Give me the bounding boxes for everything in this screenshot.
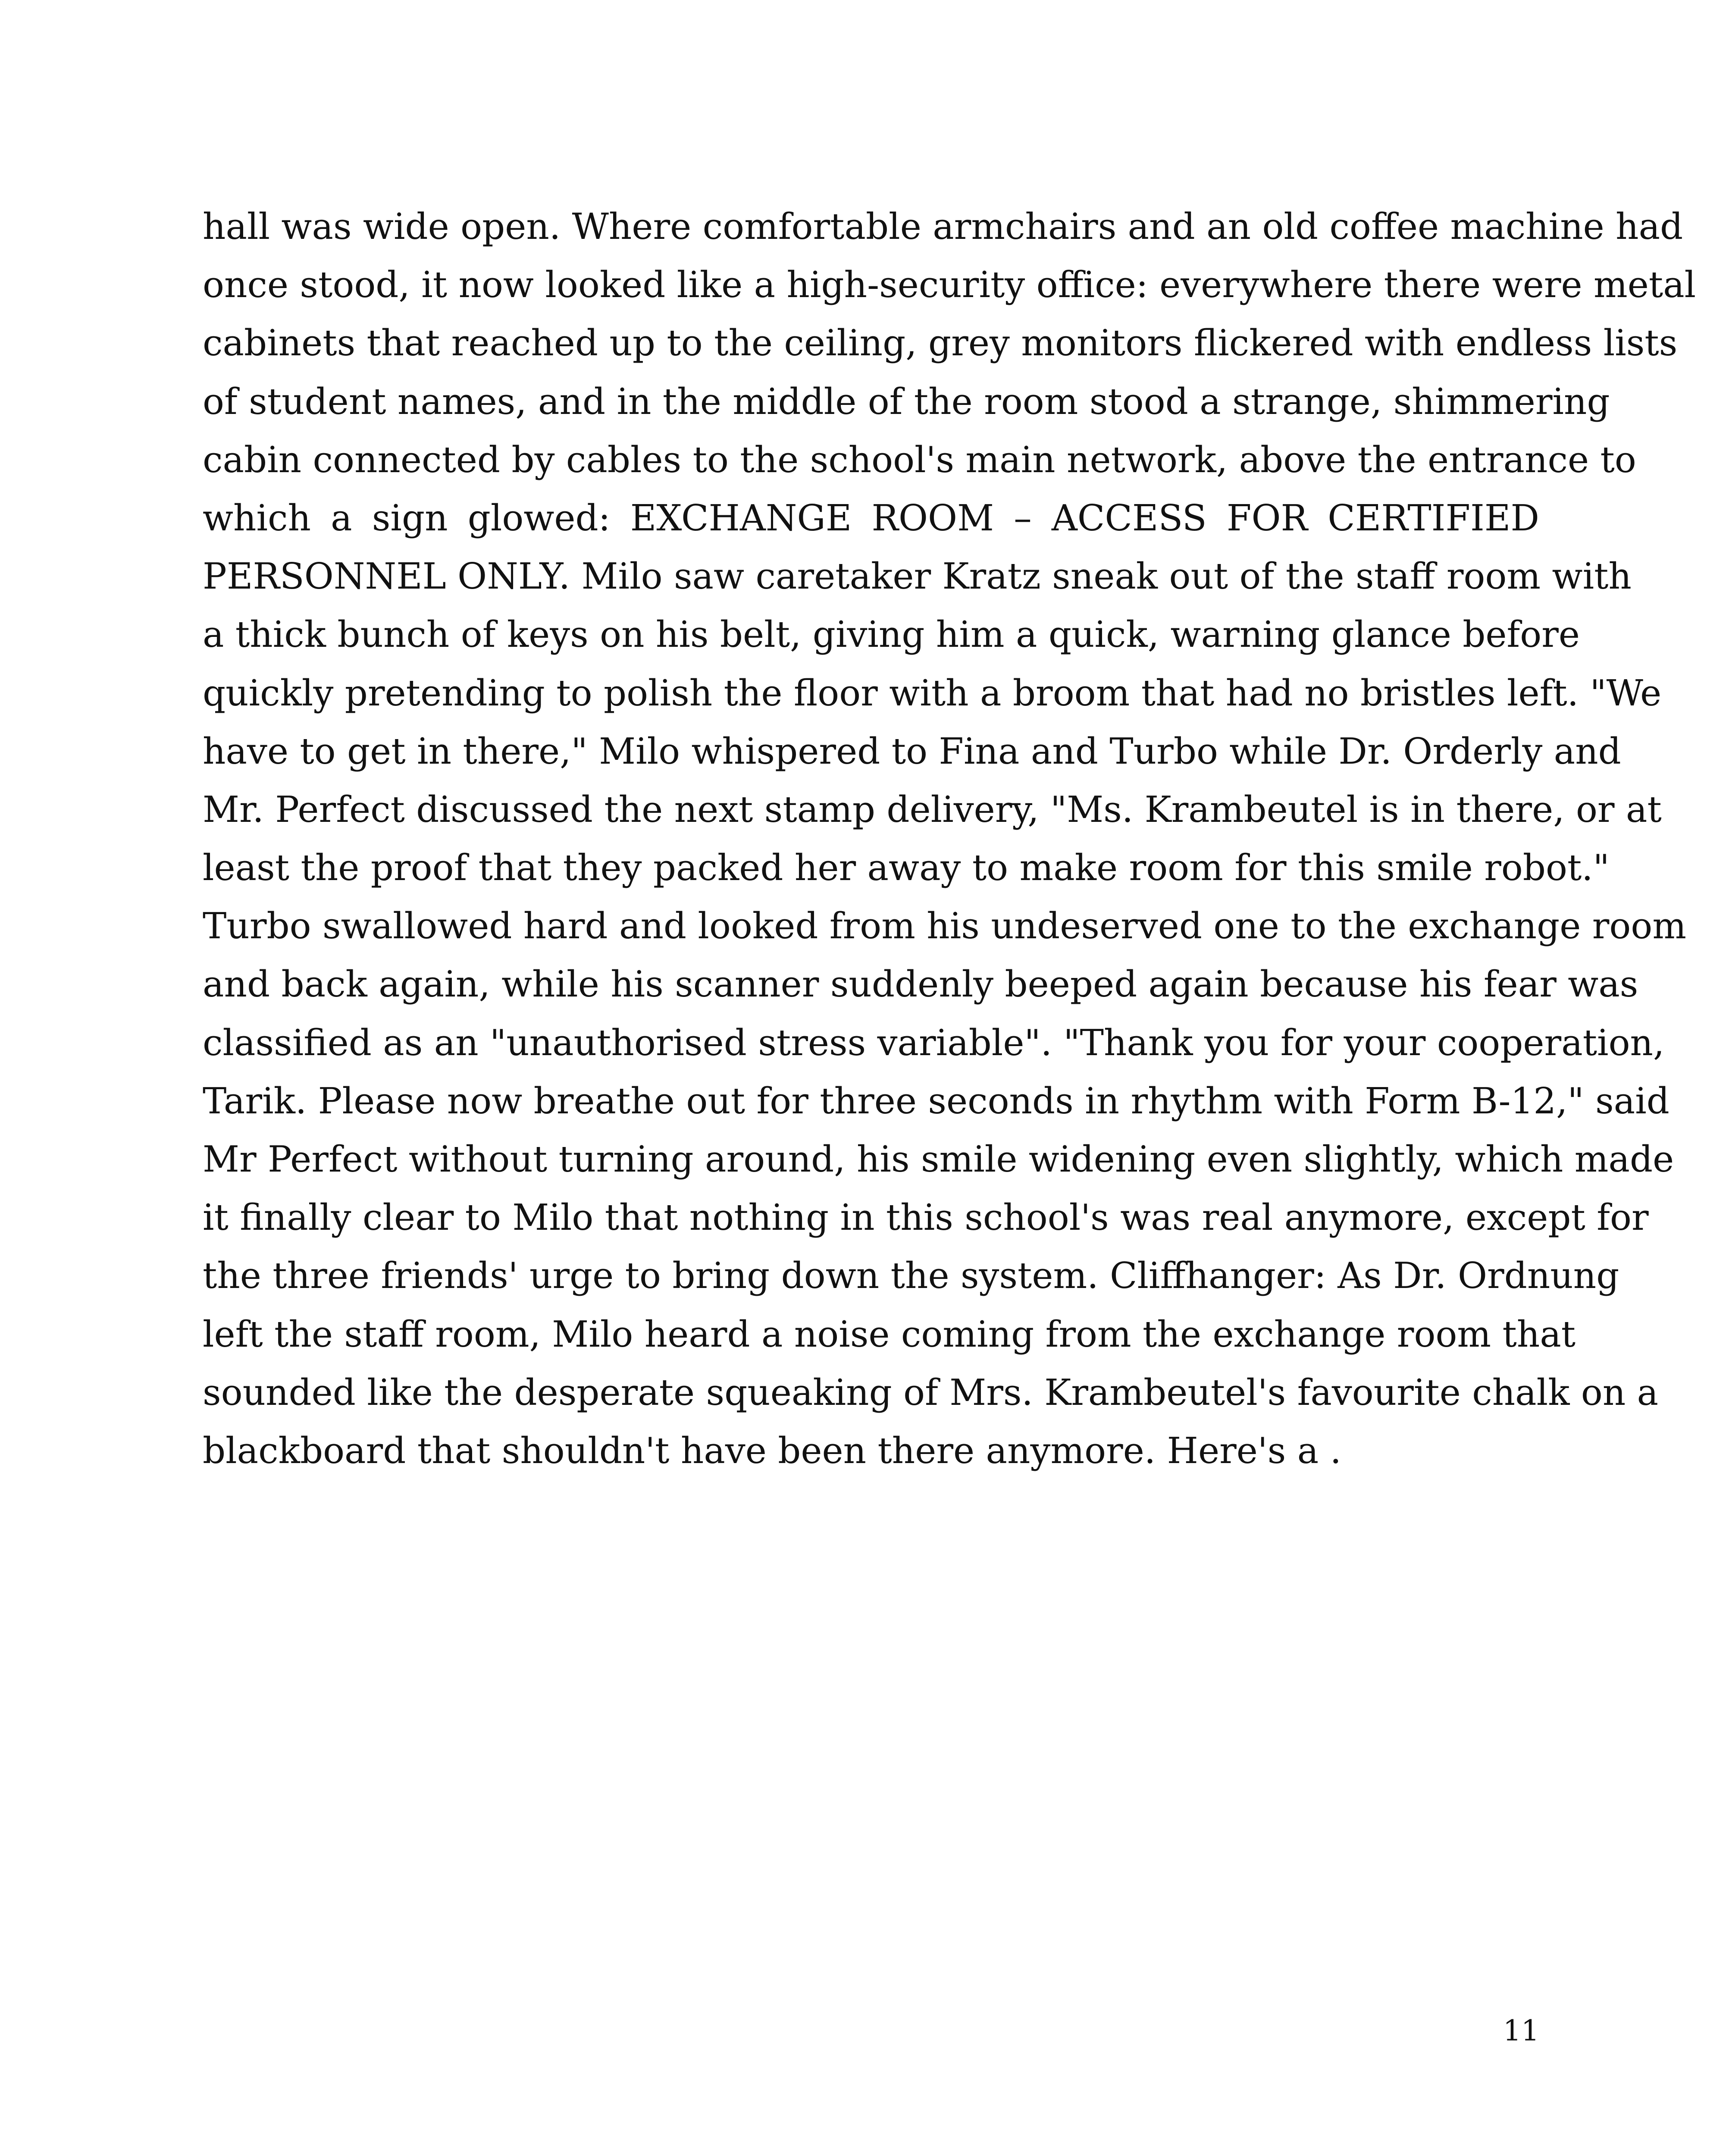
text-line: Tarik. Please now breathe out for three seconds in rhythm with Form B-12," said [203,1080,1669,1122]
text-line: a thick bunch of keys on his belt, giving him a quick, warning glance before [203,614,1580,656]
page-number: 11 [1503,2014,1539,2047]
text-line: least the proof that they packed her away to make room for this smile robot." [203,847,1610,889]
text-line: Mr. Perfect discussed the next stamp delivery, "Ms. Krambeutel is in there, or at [203,788,1662,830]
text-line: the three friends' urge to bring down the system. Cliffhanger: As Dr. Ordnung [203,1255,1619,1297]
text-line-last: blackboard that shouldn't have been there anymore. Here's a . [203,1429,1341,1472]
text-line: classified as an "unauthorised stress variable". "Thank you for your cooperation, [203,1022,1665,1064]
text-line: Mr Perfect without turning around, his smile widening even slightly, which made [203,1138,1674,1180]
text-line: quickly pretending to polish the floor with a broom that had no bristles left. "We [203,672,1662,714]
text-line: hall was wide open. Where comfortable armchairs and an old coffee machine had [203,206,1683,248]
text-line: PERSONNEL ONLY. Milo saw caretaker Kratz sneak out of the staff room with [203,555,1632,598]
text-line: have to get in there," Milo whispered to Fina and Turbo while Dr. Orderly and [203,730,1621,772]
text-line: of student names, and in the middle of the room stood a strange, shimmering [203,380,1610,423]
text-line: sounded like the desperate squeaking of Mrs. Krambeutel's favourite chalk on a [203,1371,1659,1413]
text-line: left the staff room, Milo heard a noise coming from the exchange room that [203,1313,1576,1355]
text-line: Turbo swallowed hard and looked from his undeserved one to the exchange room [203,905,1687,947]
text-line: which a sign glowed: EXCHANGE ROOM – ACCESS FOR CERTIFIED [203,497,1539,539]
body-paragraph [203,197,1696,1480]
text-line: it finally clear to Milo that nothing in this school's was real anymore, except for [203,1197,1649,1239]
text-line: cabin connected by cables to the school's main network, above the entrance to [203,439,1636,481]
text-line: once stood, it now looked like a high-security office: everywhere there were metal [203,264,1696,306]
text-line: and back again, while his scanner suddenly beeped again because his fear was [203,963,1638,1006]
text-line: cabinets that reached up to the ceiling, grey monitors flickered with endless lists [203,322,1678,364]
